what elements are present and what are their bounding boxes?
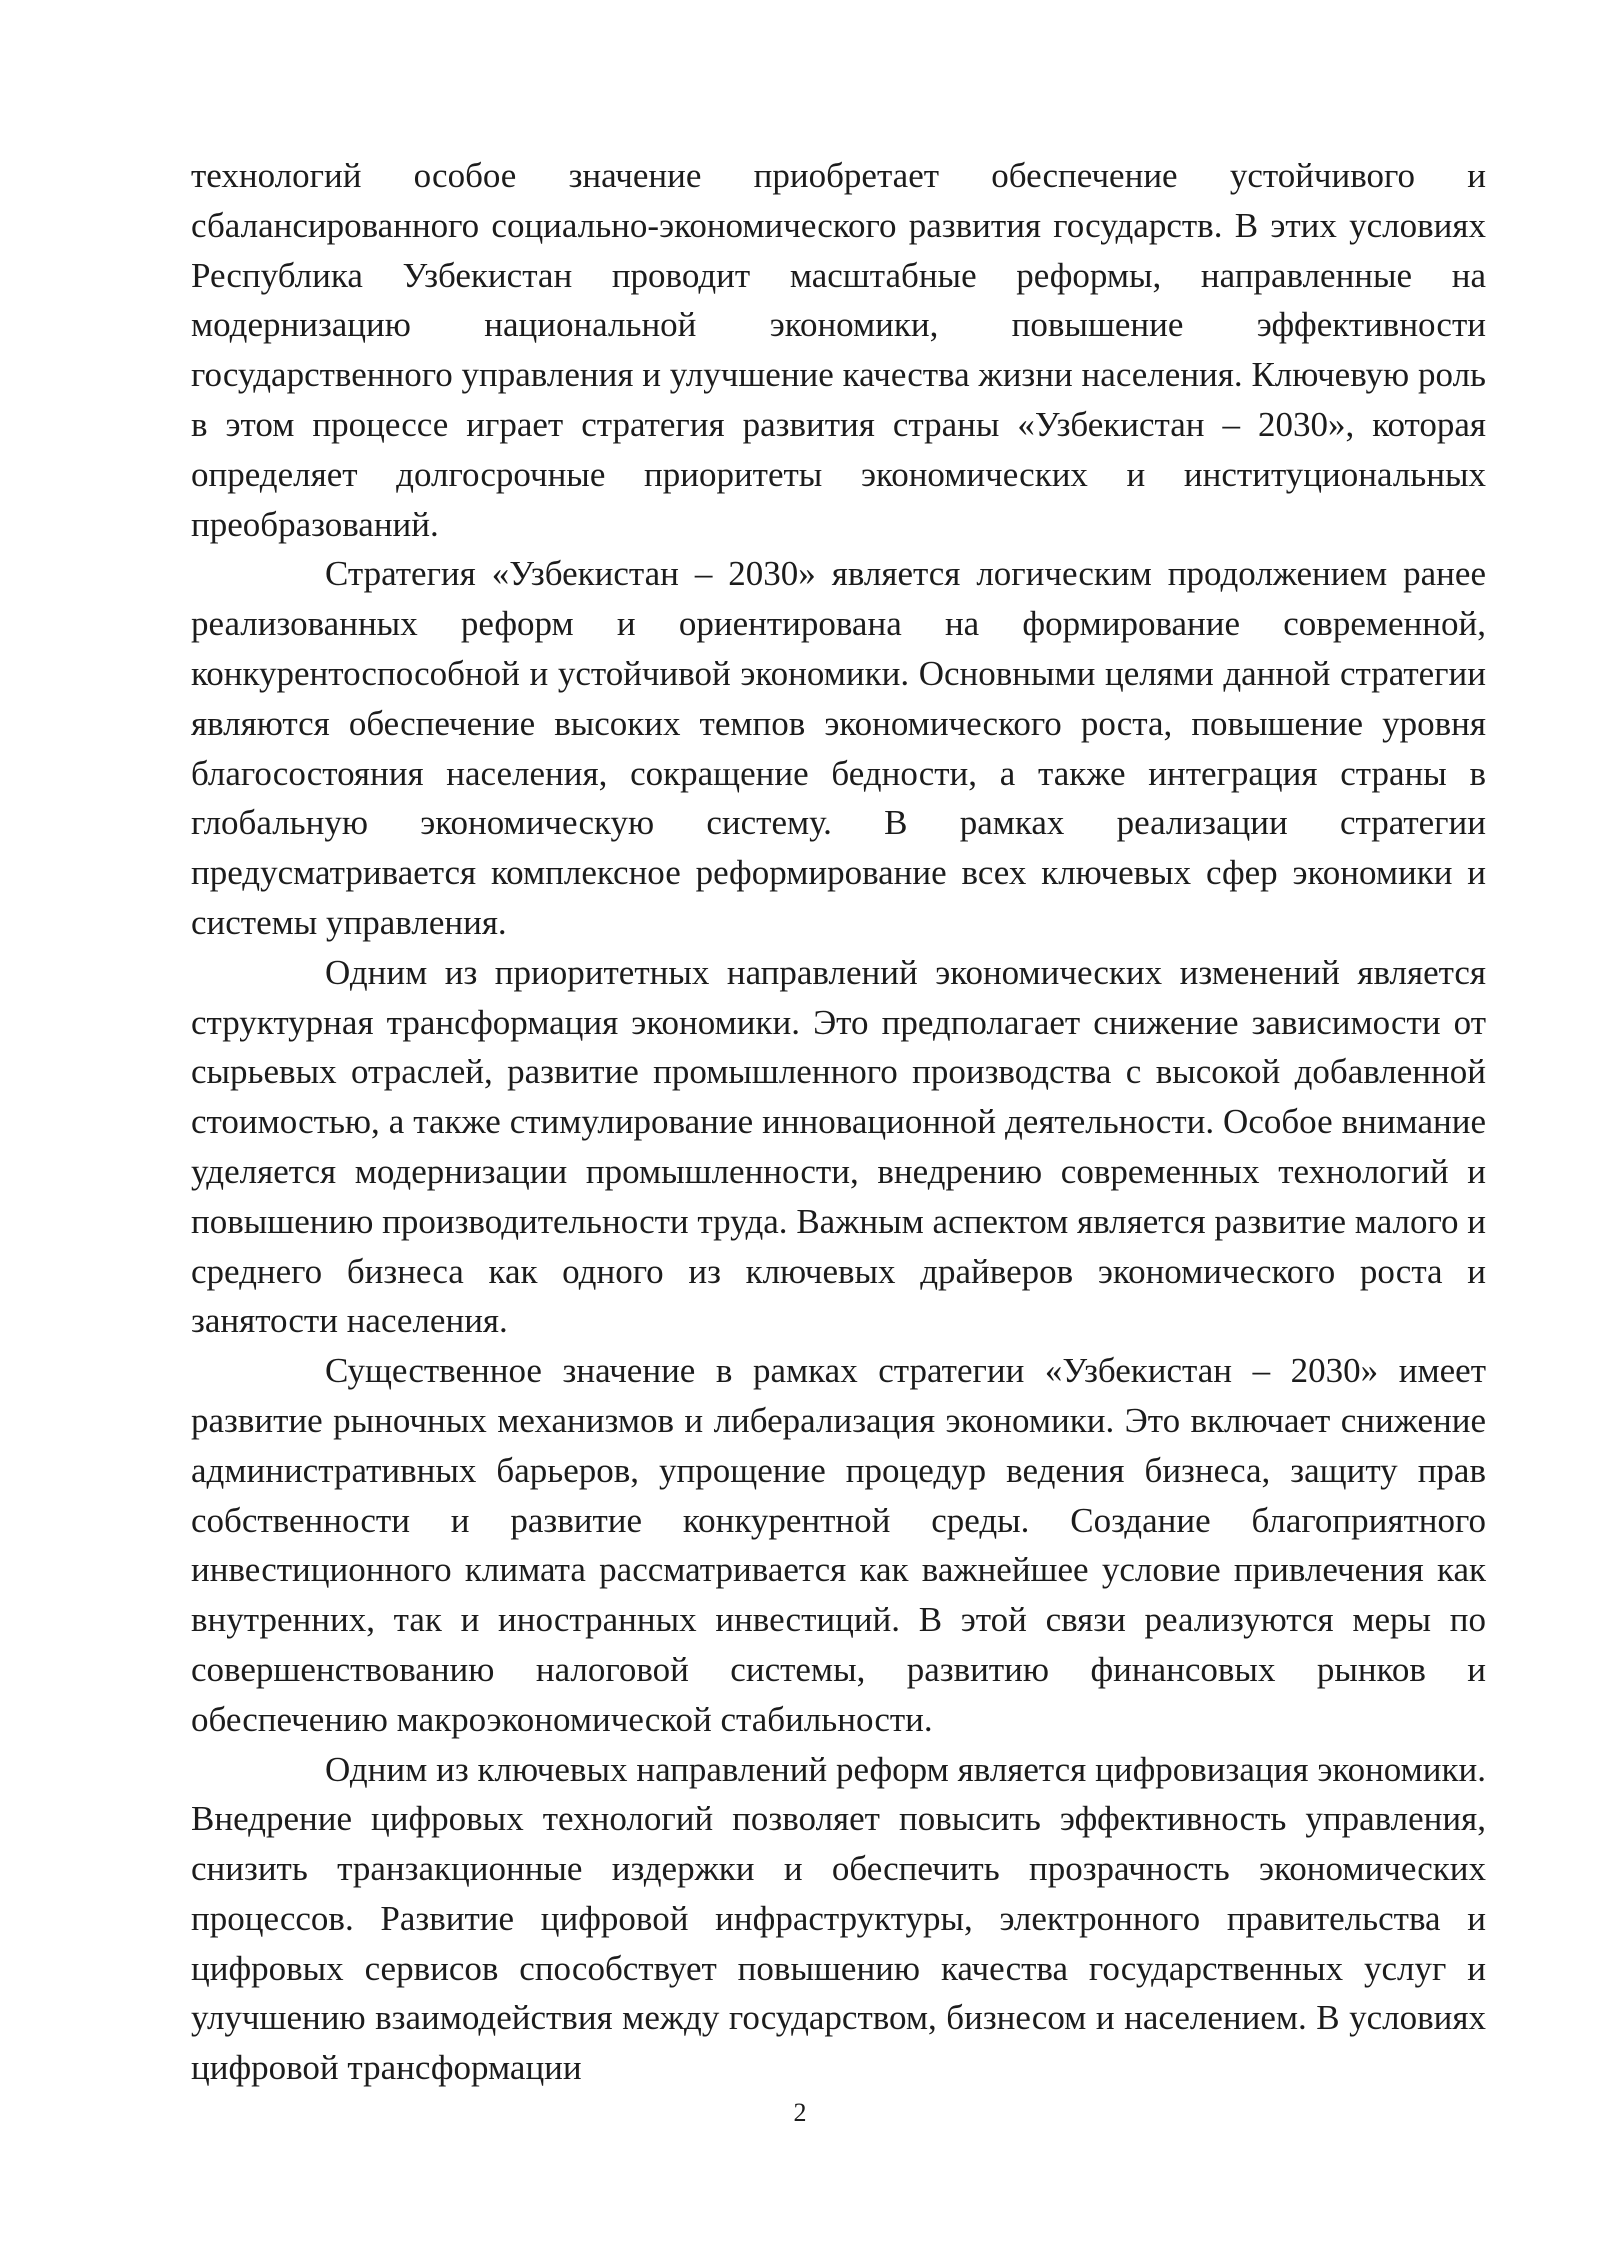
paragraph-1: технологий особое значение приобретает обеспечение устойчивого и сбалансированного социально-экономического развития государств. В этих условиях Республика Узбекистан проводит масштабные реформы, направленные на модернизацию национальной экономики, повышение эффективности государственного управления и улучшение качества жизни населения. Ключевую роль в этом процессе играет стратегия развития страны «Узбекистан – 2030», которая определяет долгосрочные приоритеты экономических и институциональных преобразований. [191, 156, 1486, 544]
paragraph-2: Стратегия «Узбекистан – 2030» является логическим продолжением ранее реализованных реформ и ориентирована на формирование современной, конкурентоспособной и устойчивой экономики. Основными целями данной стратегии являются обеспечение высоких темпов экономического роста, повышение уровня благосостояния населения, сокращение бедности, а также интеграция страны в глобальную экономическую систему. В рамках реализации стратегии предусматривается комплексное реформирование всех ключевых сфер экономики и системы управления. [191, 554, 1486, 942]
paragraph-5: Одним из ключевых направлений реформ является цифровизация экономики. Внедрение цифровых технологий позволяет повысить эффективность управления, снизить транзакционные издержки и обеспечить прозрачность экономических процессов. Развитие цифровой инфраструктуры, электронного правительства и цифровых сервисов способствует повышению качества государственных услуг и улучшению взаимодействия между государством, бизнесом и населением. В условиях цифровой трансформации [191, 1749, 1486, 2088]
body-text [191, 151, 1486, 2093]
page-number: 2 [793, 2098, 807, 2127]
paragraph-4: Существенное значение в рамках стратегии «Узбекистан – 2030» имеет развитие рыночных механизмов и либерализация экономики. Это включает снижение административных барьеров, упрощение процедур ведения бизнеса, защиту прав собственности и развитие конкурентной среды. Создание благоприятного инвестиционного климата рассматривается как важнейшее условие привлечения как внутренних, так и иностранных инвестиций. В этой связи реализуются меры по совершенствованию налоговой системы, развитию финансовых рынков и обеспечению макроэкономической стабильности. [191, 1351, 1486, 1739]
paragraph-3: Одним из приоритетных направлений экономических изменений является структурная трансформация экономики. Это предполагает снижение зависимости от сырьевых отраслей, развитие промышленного производства с высокой добавленной стоимостью, а также стимулирование инновационной деятельности. Особое внимание уделяется модернизации промышленности, внедрению современных технологий и повышению производительности труда. Важным аспектом является развитие малого и среднего бизнеса как одного из ключевых драйверов экономического роста и занятости населения. [191, 952, 1486, 1341]
